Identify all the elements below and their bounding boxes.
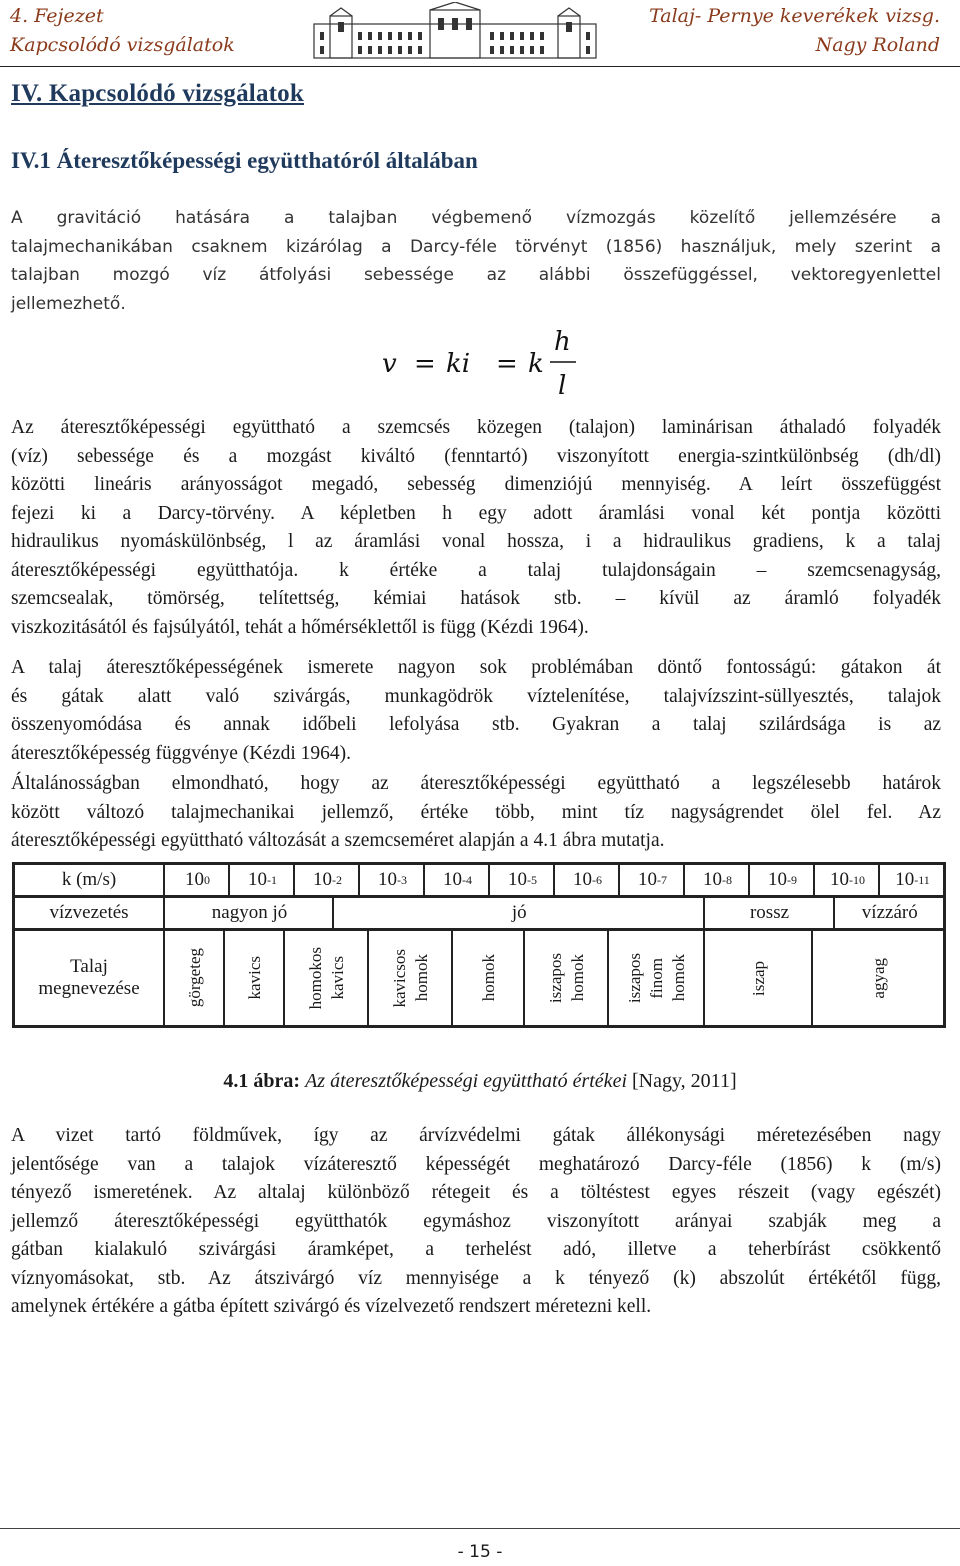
text-line: A gravitáció hatására a talajban végbemenő vízmozgás közelítő jellemzésére a <box>11 208 941 228</box>
chapter-title: IV. Kapcsolódó vizsgálatok <box>11 80 304 107</box>
soil-name-cell: homok <box>451 931 525 1025</box>
k-value-cell: 10 -10 <box>813 865 880 895</box>
k-label-cell: k (m/s) <box>61 869 117 890</box>
text-line: áteresztőképességi együttható változását a szemcseméret alapján a 4.1 ábra mutatja. <box>11 830 665 851</box>
k-value-cell: 10 -8 <box>683 865 750 895</box>
text-line: közötti lineáris arányosságot megadó, sebesség dimenziójú mennyiség. A leírt összefüggést <box>11 474 941 495</box>
soil-name-cell: kavicsos homok <box>367 931 453 1025</box>
text-line: jellemezhető. <box>11 293 126 314</box>
text-line: fejezi ki a Darcy-törvény. A képletben h egy adott áramlási vonal két pontja közötti <box>11 502 941 524</box>
text-line: talajmechanikában csaknem kizárólag a Darcy-féle törvényt (1856) használjuk, mely szerint a <box>11 236 941 257</box>
text-line: (víz) sebessége és a mozgást kiváltó (fenntartó) viszonyított energia-szintkülönbség (dh/dl) <box>11 445 941 467</box>
formula-v: v <box>382 349 397 379</box>
soil-name-cell: iszap <box>703 931 813 1025</box>
k-value-cell: 10 -5 <box>488 865 555 895</box>
permeability-class-cell: nagyon jó <box>163 898 334 928</box>
text-line: jellemző áteresztőképességi együtthatók egymáshoz viszonyított arányai szabják meg a <box>11 1210 941 1232</box>
header-left <box>10 2 235 60</box>
header-chapter: 4. Fejezet <box>10 5 104 27</box>
header-chapter-title: Kapcsolódó vizsgálatok <box>10 34 235 56</box>
text-line: tényező ismeretének. Az altalaj különböző rétegeit és a töltéstest egyes részeit (vagy egészét) <box>11 1182 941 1203</box>
soil-name-cell: görgeteg <box>163 931 225 1025</box>
page-header <box>0 0 960 67</box>
figure-caption <box>0 1070 960 1093</box>
text-line: A talaj áteresztőképességének ismerete nagyon sok problémában döntő fontosságú: gátakon át <box>11 657 941 678</box>
text-line: összenyomódása és annak időbeli lefolyása stb. Gyakran a talaj szilárdsága is az <box>11 714 941 735</box>
header-author: Nagy Roland <box>815 34 940 56</box>
footer-rule <box>0 1528 960 1529</box>
header-thesis-title: Talaj- Pernye keverékek vizsg. <box>649 5 940 27</box>
k-value-cell: 10 0 <box>163 865 230 895</box>
formula-eq2: = <box>496 349 518 379</box>
section-title: IV.1 Áteresztőképességi együtthatóról általában <box>11 148 478 173</box>
text-line: viszkozitásától és fajsúlyától, tehát a hőmérséklettől is függ (Kézdi 1964). <box>11 616 589 638</box>
caption-source: [Nagy, 2011] <box>632 1070 737 1092</box>
formula-l: l <box>558 371 567 396</box>
header-right <box>649 2 940 60</box>
university-building-logo <box>310 2 600 60</box>
text-line: talajban mozgó víz átfolyási sebessége az alábbi összefüggéssel, vektoregyenlettel <box>11 265 941 285</box>
paragraph-darcy-intro <box>11 204 941 318</box>
soil-name-cell: agyag <box>811 931 945 1025</box>
formula-h: h <box>554 327 571 357</box>
caption-number: 4.1 ábra: <box>223 1070 301 1092</box>
text-line: amelynek értékére a gátba épített szivárgó és vízelvezető rendszert méretezni kell. <box>11 1296 652 1317</box>
text-line: között változó talajmechanikai jellemző, értéke több, mint tíz nagyságrendet ölel fel. Az <box>11 801 941 823</box>
soil-name-cell: kavics <box>223 931 285 1025</box>
text-line: áteresztőképességi együtthatója. k értéke a talaj tulajdonságain – szemcsenagyság, <box>11 559 941 581</box>
text-line: víznyomásokat, stb. Az átszivárgó víz mennyisége a k tényező (k) abszolút értékétől függ, <box>11 1267 941 1289</box>
text-line: hidraulikus nyomáskülönbség, l az áramlási vonal hossza, i a hidraulikus gradiens, k a talaj <box>11 531 941 552</box>
text-line: Általánosságban elmondható, hogy az áteresztőképességi együttható a legszélesebb határok <box>11 773 941 794</box>
permeability-table <box>12 862 946 1028</box>
permeability-label-cell: vízvezetés <box>49 902 129 923</box>
paragraph-permeability-definition <box>11 414 941 642</box>
k-value-cell: 10 -2 <box>293 865 360 895</box>
k-value-cell: 10 -11 <box>878 865 945 895</box>
soil-label-cell: Talaj megnevezése <box>38 956 140 999</box>
text-line: és gátak alatt való szivárgás, munkagödrök víztelenítése, talajvízszint-süllyesztés, talajok <box>11 685 941 707</box>
caption-title: Az áteresztőképességi együttható értékei <box>305 1070 627 1092</box>
formula-eq1: = <box>414 349 436 379</box>
paragraph-range <box>11 770 941 856</box>
permeability-class-cell: rossz <box>703 898 835 928</box>
table-row-k-values <box>15 865 943 898</box>
permeability-class-cell: jó <box>332 898 705 928</box>
text-line: szemcsealak, tömörség, telítettség, kémiai hatások stb. – kívül az áramló folyadék <box>11 588 941 609</box>
formula-ki: ki <box>446 349 471 379</box>
text-line: jelentősége van a talajok vízáteresztő képességét meghatározó Darcy-féle (1856) k (m/s) <box>11 1153 941 1175</box>
k-value-cell: 10 -6 <box>553 865 620 895</box>
soil-name-cell: iszapos finom homok <box>607 931 705 1025</box>
soil-name-cell: homokos kavics <box>283 931 369 1025</box>
text-line: áteresztőképesség függvénye (Kézdi 1964). <box>11 742 352 764</box>
permeability-class-cell: vízzáró <box>833 898 946 928</box>
table-row-soil-names <box>15 931 943 1025</box>
table-row-permeability <box>15 898 943 931</box>
text-line: Az áteresztőképességi együttható a szemcsés közegen (talajon) laminárisan áthaladó folyadék <box>11 417 941 438</box>
text-line: gátban kialakuló szivárgási áramképet, a terhelést adó, illetve a teherbírást csökkentő <box>11 1239 941 1260</box>
k-value-cell: 10 -1 <box>228 865 295 895</box>
text-line: A vizet tartó földművek, így az árvízvédelmi gátak állékonysági méretezésében nagy <box>11 1125 941 1146</box>
soil-name-cell: iszapos homok <box>523 931 609 1025</box>
paragraph-dams <box>11 1122 941 1322</box>
darcy-formula <box>380 326 600 396</box>
page-number: - 15 - <box>457 1542 503 1562</box>
formula-k: k <box>528 349 544 379</box>
k-value-cell: 10 -9 <box>748 865 815 895</box>
k-value-cell: 10 -4 <box>423 865 490 895</box>
k-value-cell: 10 -3 <box>358 865 425 895</box>
k-value-cell: 10 -7 <box>618 865 685 895</box>
paragraph-importance <box>11 654 941 768</box>
